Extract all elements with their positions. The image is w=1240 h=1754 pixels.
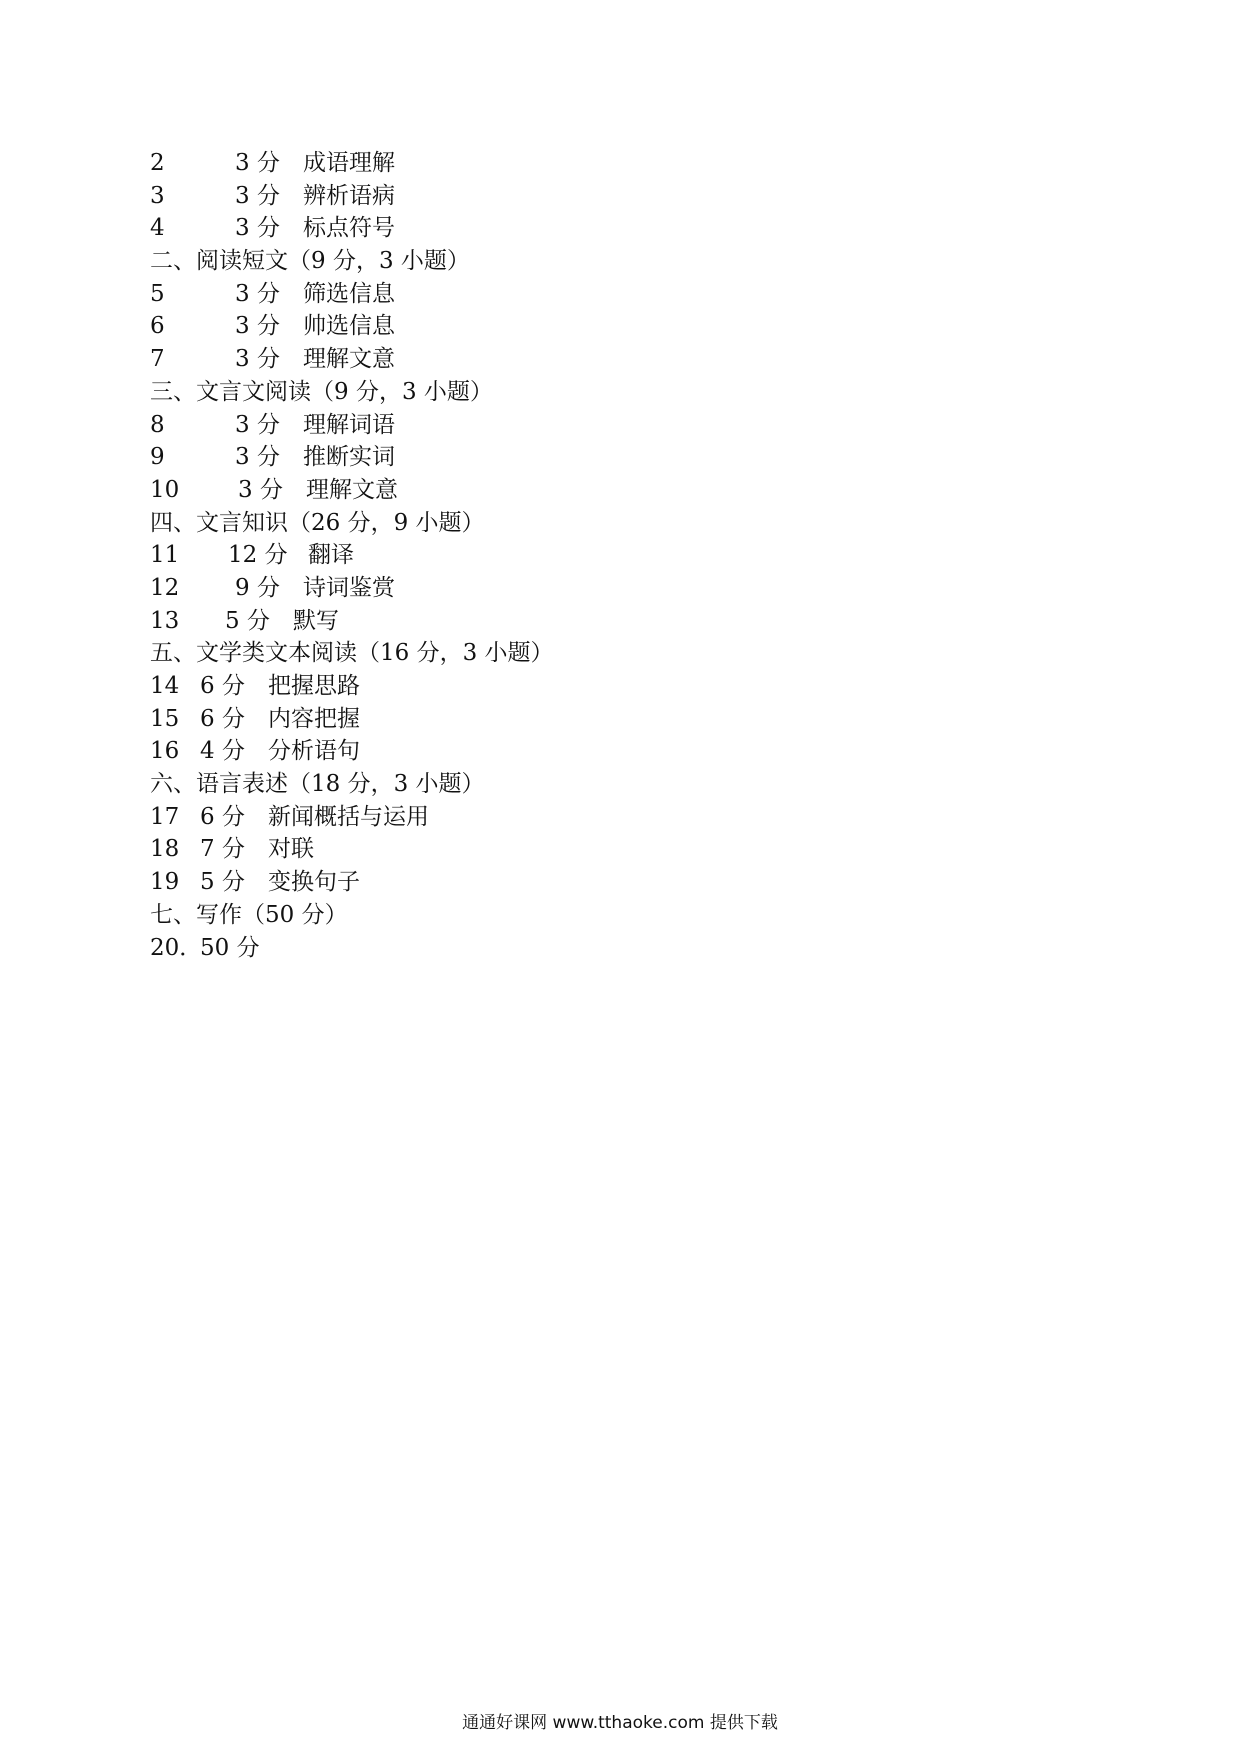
section-heading [150, 507, 1050, 540]
question-number: 19 [150, 869, 180, 896]
question-row [150, 539, 1050, 572]
question-topic: 对联 [268, 836, 314, 863]
question-row [150, 932, 1050, 965]
question-topic: 内容把握 [268, 705, 360, 732]
question-row [150, 278, 1050, 311]
question-topic: 翻译 [308, 542, 354, 569]
question-score: 3 分 [235, 280, 280, 307]
question-number: 9 [150, 444, 165, 471]
question-topic: 理解词语 [303, 411, 395, 438]
question-row [150, 866, 1050, 899]
section-title: 七、写作（50 分） [150, 901, 348, 928]
question-row [150, 474, 1050, 507]
footer-watermark: 通通好课网 www.tthaoke.com 提供下载 [462, 1713, 778, 1733]
question-topic: 辨析语病 [303, 182, 395, 209]
question-topic: 默写 [293, 607, 339, 634]
question-score: 50 分 [200, 934, 260, 961]
section-heading [150, 376, 1050, 409]
question-score: 3 分 [235, 150, 280, 176]
question-score: 6 分 [200, 803, 245, 830]
question-row [150, 572, 1050, 605]
question-number: 12 [150, 574, 180, 601]
question-topic: 变换句子 [268, 869, 360, 896]
question-number: 5 [150, 280, 165, 307]
question-topic: 筛选信息 [303, 280, 395, 307]
question-row [150, 703, 1050, 736]
question-score: 3 分 [238, 476, 283, 503]
question-row [150, 147, 1050, 180]
question-topic: 帅选信息 [303, 313, 395, 340]
question-row [150, 310, 1050, 343]
question-row [150, 343, 1050, 376]
section-title: 六、语言表述（18 分，3 小题） [150, 771, 485, 798]
question-row [150, 605, 1050, 638]
section-title: 三、文言文阅读（9 分，3 小题） [150, 378, 493, 405]
question-topic: 成语理解 [303, 150, 395, 176]
question-row [150, 735, 1050, 768]
question-topic: 分析语句 [268, 738, 360, 765]
question-score: 12 分 [228, 542, 288, 569]
question-number: 7 [150, 346, 165, 373]
question-number: 2 [150, 150, 165, 176]
question-topic: 理解文意 [306, 476, 398, 503]
question-score: 3 分 [235, 182, 280, 209]
question-number: 4 [150, 215, 165, 242]
question-row [150, 441, 1050, 474]
question-score: 5 分 [225, 607, 270, 634]
question-score: 7 分 [200, 836, 245, 863]
question-topic: 标点符号 [303, 215, 395, 242]
section-heading [150, 245, 1050, 278]
question-number: 17 [150, 803, 180, 830]
question-score: 6 分 [200, 705, 245, 732]
question-number: 10 [150, 476, 180, 503]
question-row [150, 801, 1050, 834]
question-row [150, 409, 1050, 442]
question-number: 16 [150, 738, 180, 765]
section-heading [150, 637, 1050, 670]
question-score: 3 分 [235, 215, 280, 242]
section-heading [150, 899, 1050, 932]
question-number: 15 [150, 705, 180, 732]
section-heading [150, 768, 1050, 801]
section-title: 四、文言知识（26 分，9 小题） [150, 509, 485, 536]
question-topic: 推断实词 [303, 444, 395, 471]
section-title: 五、文学类文本阅读（16 分，3 小题） [150, 640, 554, 667]
question-score: 5 分 [200, 869, 245, 896]
question-score: 4 分 [200, 738, 245, 765]
question-topic: 理解文意 [303, 346, 395, 373]
question-score: 3 分 [235, 313, 280, 340]
question-row [150, 833, 1050, 866]
question-score: 6 分 [200, 673, 245, 699]
question-score: 3 分 [235, 444, 280, 471]
question-topic: 诗词鉴赏 [303, 574, 395, 601]
question-row [150, 180, 1050, 213]
question-number: 6 [150, 313, 165, 340]
score-breakdown-list [150, 147, 1050, 964]
section-title: 二、阅读短文（9 分，3 小题） [150, 248, 470, 275]
question-number: 8 [150, 411, 165, 438]
question-number: 14 [150, 673, 180, 699]
question-score: 3 分 [235, 411, 280, 438]
question-topic: 新闻概括与运用 [268, 803, 429, 830]
question-row [150, 212, 1050, 245]
question-number: 3 [150, 182, 165, 209]
question-number: 18 [150, 836, 180, 863]
question-topic: 把握思路 [268, 673, 360, 699]
question-number: 20． [150, 934, 203, 961]
question-number: 11 [150, 542, 180, 569]
question-row [150, 670, 1050, 703]
question-number: 13 [150, 607, 180, 634]
question-score: 9 分 [235, 574, 280, 601]
question-score: 3 分 [235, 346, 280, 373]
